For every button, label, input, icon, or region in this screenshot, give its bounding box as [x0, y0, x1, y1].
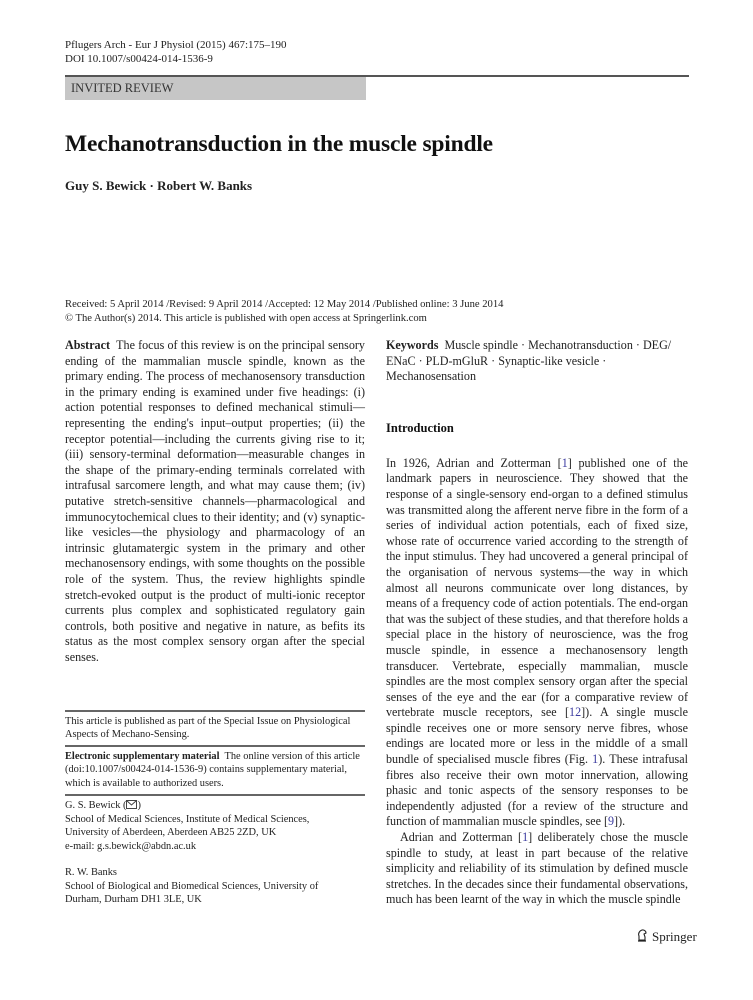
left-column	[65, 338, 365, 905]
author1-name: G. S. Bewick	[65, 799, 121, 811]
publisher-logo	[635, 928, 697, 946]
abstract	[65, 338, 365, 665]
author1-affiliation-line2: University of Aberdeen, Aberdeen AB25 2ZD, UK	[65, 827, 277, 839]
figure-link[interactable]: 1	[592, 752, 599, 767]
article-history	[65, 298, 503, 325]
citation-link[interactable]: 12	[569, 705, 582, 720]
esm-label: Electronic supplementary material	[65, 750, 220, 762]
intro-paragraph-2: Adrian and Zotterman [1] deliberately chose the muscle spindle to study, at least in part because of the relative simplicity and reliability of its stimulation by defined muscle stretches. In the decades since their fundamental observations, much has been learnt of the way in which the muscle spindle	[386, 830, 688, 907]
copyright-line: © The Author(s) 2014. This article is published with open access at Springerlink.com	[65, 312, 427, 324]
author2-affiliation	[65, 853, 365, 906]
running-header	[65, 38, 287, 66]
citation-link[interactable]: 1	[522, 830, 529, 845]
abstract-label: Abstract	[65, 338, 111, 352]
article-authors: Guy S. Bewick · Robert W. Banks	[65, 178, 253, 193]
right-column	[386, 338, 688, 908]
article-title: Mechanotransduction in the muscle spindle	[65, 131, 493, 157]
footnotes	[65, 710, 365, 906]
citation-link[interactable]: 1	[561, 455, 568, 470]
doi-line: DOI 10.1007/s00424-014-1536-9	[65, 53, 213, 65]
springer-knight-icon	[635, 928, 649, 946]
intro-paragraph-1: In 1926, Adrian and Zotterman [1] published one of the landmark papers in neuroscience. They showed that the response of a single-sensory end-organ to a defined stimulus was transmitted along the afferent nerve fibre in the form of a series of individual action potentials, each of fixed size, whose rate of occurrence varied according to the strength of the input stimulus. They had uncovered a general principal of the organisation of nervous systems—the way in which almost all neurons communicate over long distances, by means of a frequency code of action potentials. The end-organ that was the subject of these studies, and that therefore holds a special place in the history of neuroscience, was the frog muscle spindle, in essence a mechanosensory length transducer. Vertebrate, especially mammalian, muscle spindles are the most complex sensory organ after the special senses of the eye and the ear (for a comparative review of vertebrate muscle receptors, see [12]). A single muscle spindle receives one or more sensory nerve fibres, whose endings are located more or less in the middle of a small bundle of specialised muscle fibres (Fig. 1). These intrafusal fibres also receive their own motor innervation, allowing phasic and tonic aspects of the sensory responses to be independently adjusted (for a review of the structure and function of mammalian muscle spindles, see [9]).	[386, 455, 688, 829]
journal-citation: Pflugers Arch - Eur J Physiol (2015) 467:175–190	[65, 39, 287, 51]
dates-line: Received: 5 April 2014 /Revised: 9 April 2014 /Accepted: 12 May 2014 /Published online: 3 June 2014	[65, 299, 504, 310]
special-issue-note: This article is published as part of the Special Issue on Physiological Aspects of Mechano-Sensing.	[65, 715, 351, 740]
author2-affiliation-line2: Durham, Durham DH1 3LE, UK	[65, 893, 202, 905]
abstract-text: The focus of this review is on the principal sensory ending of the mammalian muscle spindle, known as the primary ending. The process of mechanosensory transduction in the primary ending is examined under five headings: (i) action potential responses to defined mechanical stimuli—representing the ending's input–output properties; (ii) the receptor potential—including the currents giving rise to it; (iii) sensory-terminal deformation—measurable changes in the shape of the primary-ending terminals correlated with intrafusal sarcomere length, and what may cause them; (iv) putative stretch-sensitive channels—pharmacological and immunocytochemical clues to their identity; and (v) synaptic-like vesicles—the physiology and pharmacology of an intrinsic glutamatergic system in the primary and other mechanosensory endings, with some thoughts on the possible role of the system. Thus, the review highlights spindle stretch-evoked output is the product of multi-ionic receptor currents plus complex and sophisticated regulatory gain controls, both positive and negative in nature, as befits its status as the most complex sensory organ after the special senses.	[65, 338, 365, 664]
author1-affiliation: G. S. Bewick ( ) School of Medical Sciences, Institute of Medical Sciences, University of Aberdeen, Aberdeen AB25 2ZD, UK e-mail: g.s.bewick@abdn.ac.uk	[65, 796, 365, 854]
keywords-label: Keywords	[386, 338, 439, 352]
citation-link[interactable]: 9	[608, 814, 615, 829]
author2-name: R. W. Banks	[65, 867, 117, 879]
section-heading-introduction: Introduction	[386, 420, 454, 435]
envelope-icon[interactable]	[126, 800, 137, 813]
esm-note	[65, 747, 365, 794]
esm-text: The online version of this article (doi:10.1007/s00424-014-1536-9) contains supplementary material, which is available to authorized users.	[65, 750, 360, 789]
author2-affiliation-line1: School of Biological and Biomedical Sciences, University of	[65, 880, 319, 892]
keywords-text: Muscle spindle · Mechanotransduction · DEG/ ENaC · PLD-mGluR · Synaptic-like vesicle · Mechanosensation	[386, 338, 672, 384]
author1-affiliation-line1: School of Medical Sciences, Institute of Medical Sciences,	[65, 813, 310, 825]
author1-email[interactable]: e-mail: g.s.bewick@abdn.ac.uk	[65, 840, 197, 852]
keywords	[386, 338, 688, 385]
article-type-badge: INVITED REVIEW	[65, 77, 366, 100]
publisher-name: Springer	[652, 929, 697, 944]
